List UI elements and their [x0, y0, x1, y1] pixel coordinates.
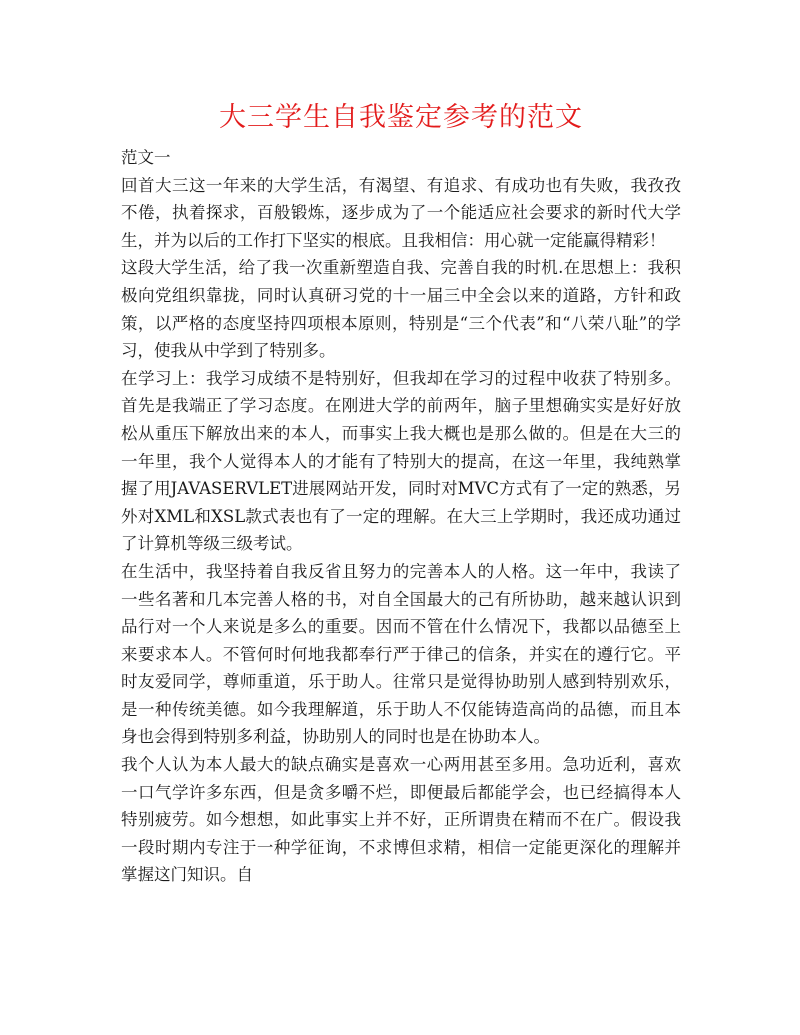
- paragraph-4: 在生活中，我坚持着自我反省且努力的完善本人的人格。这一年中，我读了一些名著和几本完善人格的书，对自全国最大的己有所协助，越来越认识到品行对一个人来说是多么的重要。因而不管在什么情况下，我都以品德至上来要求本人。不管何时何地我都奉行严于律己的信条，并实在的遵行它。平时友爱同学，尊师重道，乐于助人。往常只是觉得协助别人感到特别欢乐，是一种传统美德。如今我理解道，乐于助人不仅能铸造高尚的品德，而且本身也会得到特别多利益，协助别人的同时也是在协助本人。: [121, 561, 681, 747]
- paragraph-2: 这段大学生活，给了我一次重新塑造自我、完善自我的时机.在思想上：我积极向党组织靠拢，同时认真研习党的十一届三中全会以来的道路，方针和政策，以严格的态度坚持四项根本原则，特别是“三个代表”和“八荣八耻”的学习，使我从中学到了特别多。: [121, 258, 681, 361]
- paragraph-5: 我个人认为本人最大的缺点确实是喜欢一心两用甚至多用。急功近利，喜欢一口气学许多东西，但是贪多嚼不烂，即便最后都能学会，也已经搞得本人特别疲劳。如今想想，如此事实上并不好，正所谓贵在精而不在广。假设我一段时期内专注于一种学征询，不求博但求精，相信一定能更深化的理解并掌握这门知识。自: [121, 755, 681, 885]
- document-content: [121, 98, 681, 889]
- document-title: 大三学生自我鉴定参考的范文: [219, 102, 583, 133]
- paragraph-3: 在学习上：我学习成绩不是特别好，但我却在学习的过程中收获了特别多。首先是我端正了学习态度。在刚进大学的前两年，脑子里想确实实是好好放松从重压下解放出来的本人，而事实上我大概也是那么做的。但是在大三的一年里，我个人觉得本人的才能有了特别大的提高，在这一年里，我纯熟掌握了用JAVASERVLET进展网站开发，同时对MVC方式有了一定的熟悉，另外对XML和XSL款式表也有了一定的理解。在大三上学期时，我还成功通过了计算机等级三级考试。: [121, 368, 681, 554]
- paragraph-1: 回首大三这一年来的大学生活，有渴望、有追求、有成功也有失败，我孜孜不倦，执着探求，百般锻炼，逐步成为了一个能适应社会要求的新时代大学生，并为以后的工作打下坚实的根底。且我相信：用心就一定能赢得精彩！: [121, 175, 681, 250]
- document-subtitle: 范文一: [121, 148, 171, 167]
